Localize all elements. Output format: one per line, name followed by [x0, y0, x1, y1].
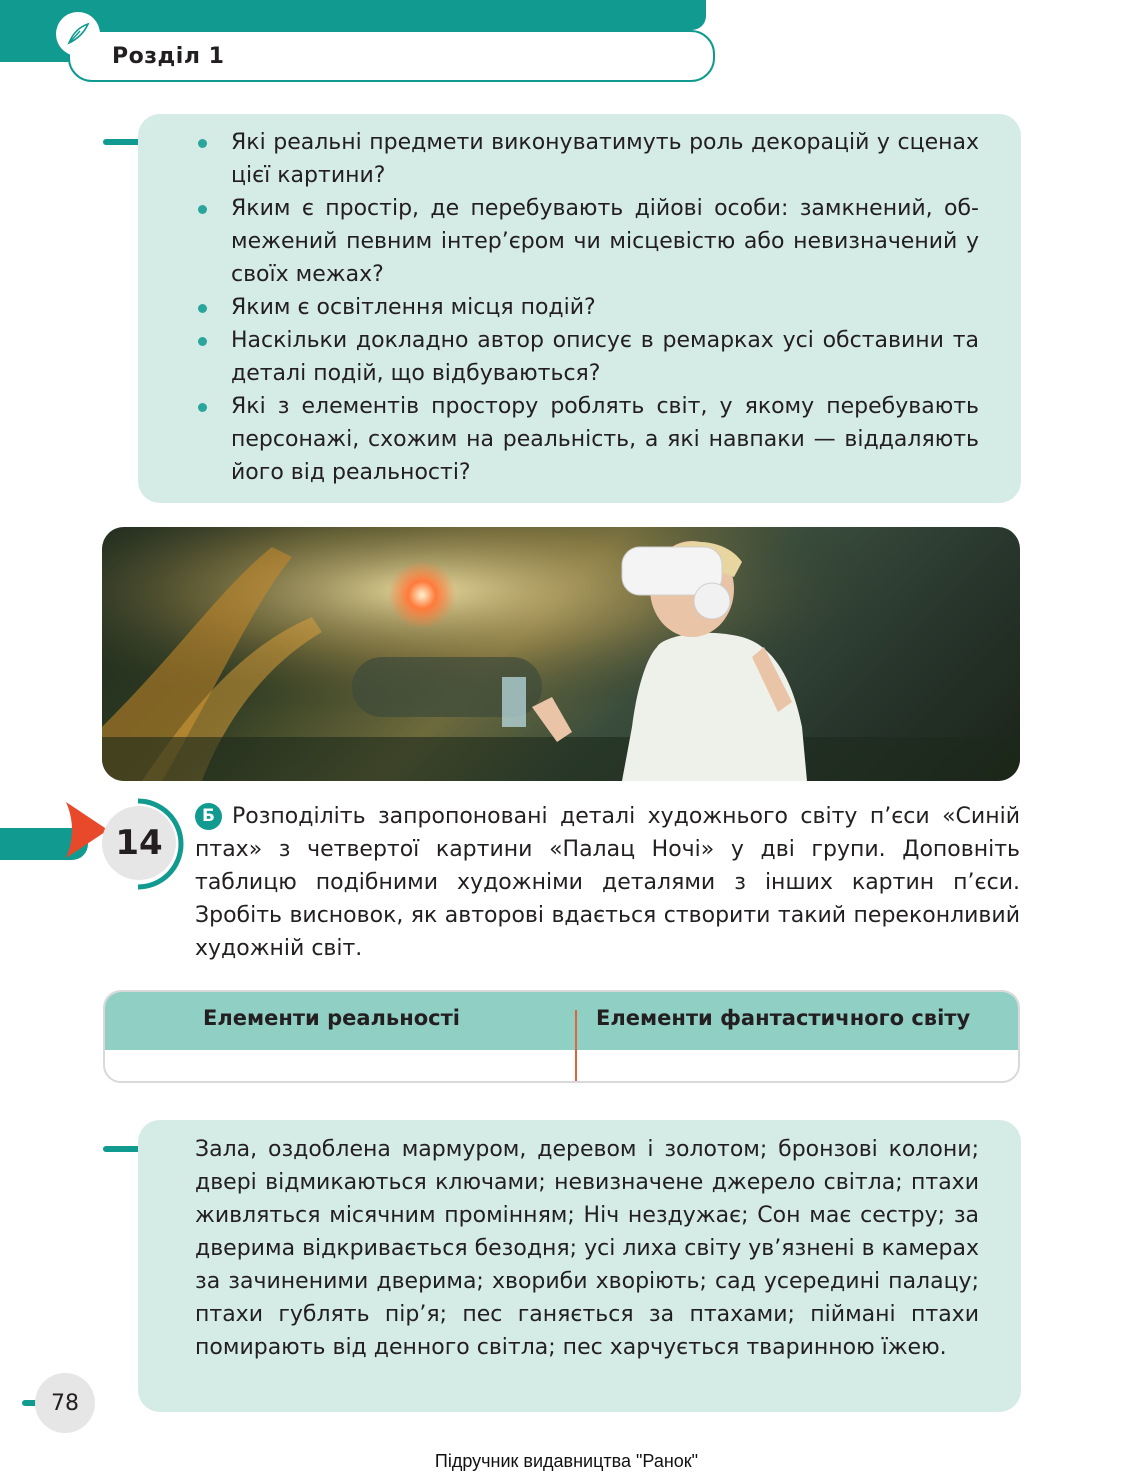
table-column-divider	[575, 1010, 577, 1083]
table-header-reality: Елементи реальності	[203, 1006, 460, 1030]
question-item: Яким є простір, де перебувають дійові особи: замкнений, обмежений певним інтер’єром чи місцевістю або невизначений у своїх межах?	[196, 192, 979, 291]
section-title: Розділ 1	[112, 44, 225, 69]
feather-icon	[56, 12, 100, 56]
task-text	[195, 800, 1020, 965]
task-number: 14	[102, 806, 176, 880]
question-item: Яким є освітлення місця подій?	[196, 291, 979, 324]
question-item: Наскільки докладно автор описує в ремарках усі обставини та деталі подій, що відбуваються?	[196, 324, 979, 390]
elements-table	[103, 990, 1020, 1083]
question-item: Які реальні предмети виконуватимуть роль декорацій у сценах цієї картини?	[196, 126, 979, 192]
details-text: Зала, оздоблена мармуром, деревом і золотом; бронзові колони; двері відмикаються ключами; невизначене джерело світла; птахи живляться місячним промінням; Ніч нездужає; Сон має сестру; за дверима відкривається безодня; усі лиха світу ув’язнені в камерах за зачиненими дверима; хвориби хворіють; сад усередині палацу; птахи гублять пір’я; пес ганяється за птахами; піймані птахи помирають від денного світла; пес харчується тваринною їжею.	[195, 1137, 979, 1360]
task-level-badge: Б	[195, 803, 222, 830]
table-header-fantasy: Елементи фантастичного світу	[596, 1006, 971, 1030]
vr-fantasy-photo	[102, 527, 1020, 781]
questions-list	[196, 126, 979, 489]
task-instructions: Розподіліть запропоновані деталі художнього світу п’єси «Синій птах» з четвертої картини «Палац Ночі» у дві групи. Доповніть таблицю подібними художніми деталями з інших картин п’єси. Зробіть висновок, як авторові вдається створити такий переконливий художній світ.	[195, 804, 1020, 961]
publisher-footer: Підручник видавництва "Ранок"	[434, 1451, 699, 1471]
question-item: Які з елементів простору роблять світ, у якому перебувають персонажі, схожим на реальність, а які навпаки — віддаляють його від реальності?	[196, 390, 979, 489]
page-number: 78	[35, 1373, 95, 1433]
header-band	[0, 0, 706, 30]
